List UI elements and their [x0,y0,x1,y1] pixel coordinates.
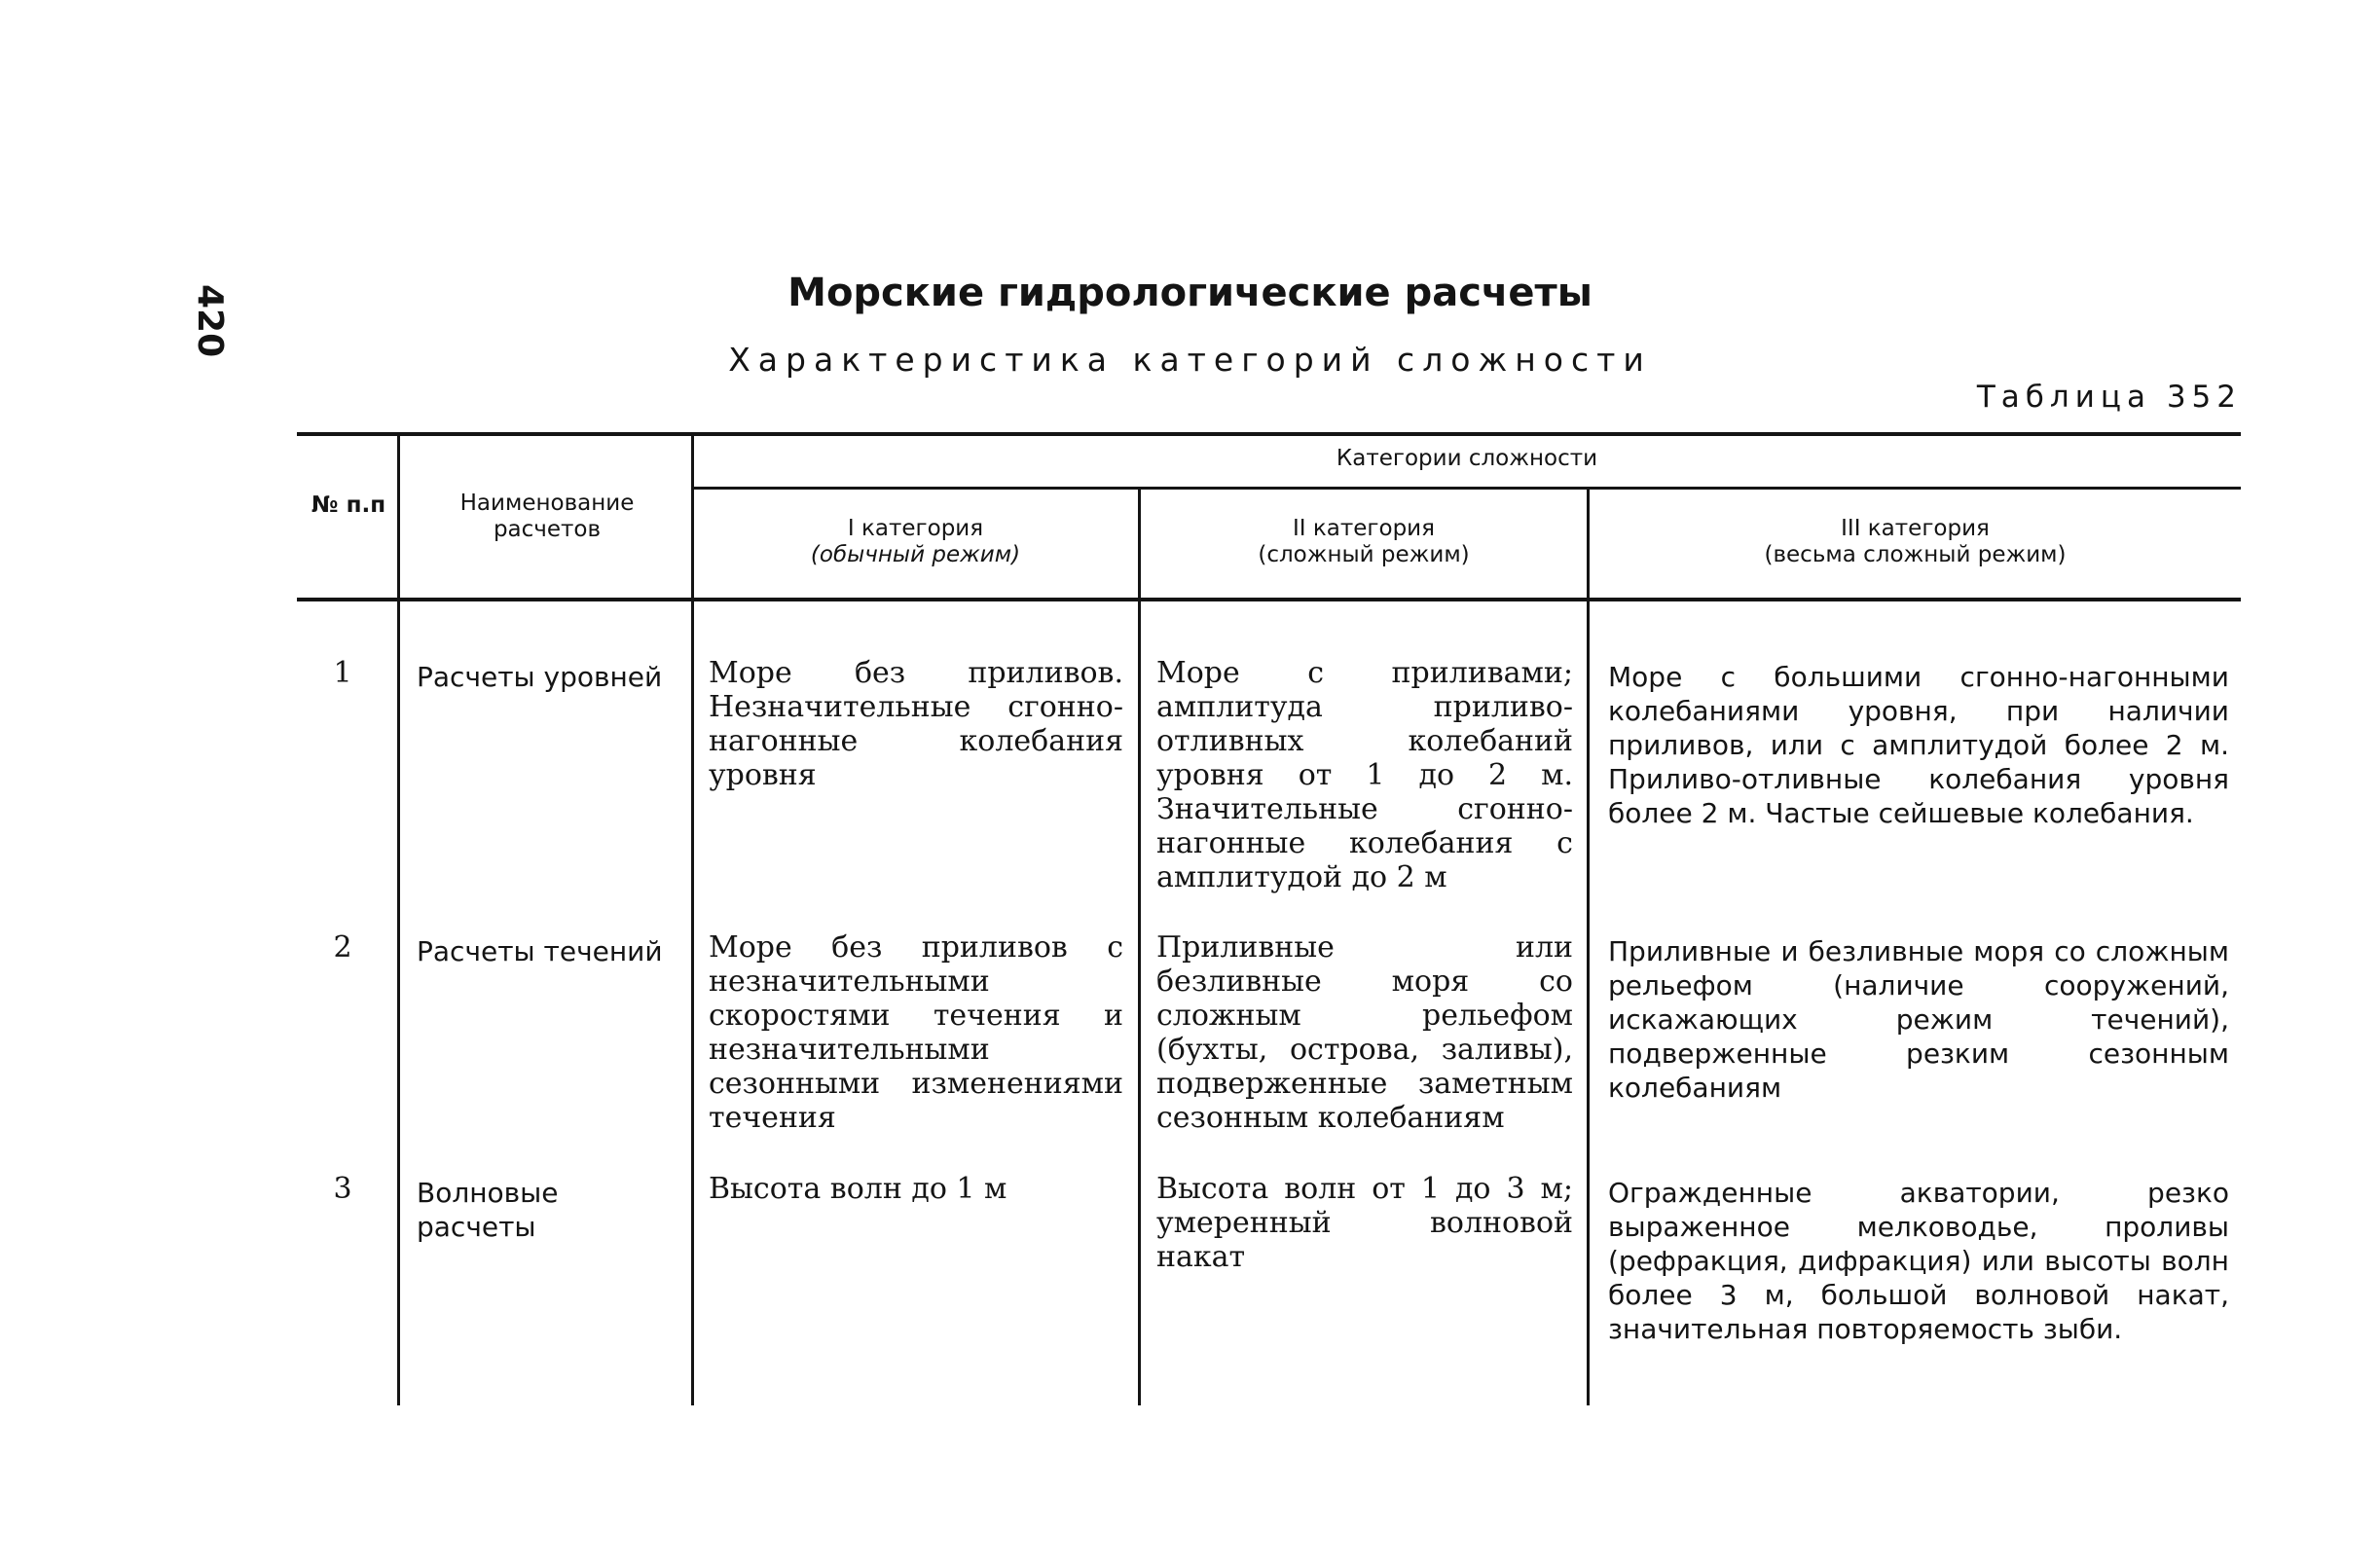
header-cat3-mode: (весьма сложный режим) [1764,542,2067,567]
header-cat1 [693,516,1138,568]
page-title: Морские гидрологические расчеты [787,271,1593,315]
row-3-no: 3 [333,1172,352,1206]
header-cat2-name: II категория [1293,516,1435,541]
header-group: Категории сложности [1336,446,1598,471]
table-top-rule [297,432,2241,436]
col-divider-2 [691,436,694,1405]
header-col-name: Наименование расчетов [459,491,635,542]
row-2-name: Расчеты течений [417,935,663,967]
row-2-cat3: Приливные и безливные моря со сложным рельефом (наличие сооружений, искажающих режим течений), подверженные резким сезонным колебаниям [1608,935,2229,1104]
table-label: Таблица 352 [1976,380,2242,415]
row-1-name: Расчеты уровней [417,661,663,693]
header-cat3-name: III категория [1841,516,1990,541]
header-cat2 [1141,516,1587,568]
header-cat1-mode: (обычный режим) [810,542,1021,567]
row-3-cat1: Высота волн до 1 м [709,1172,1007,1206]
page-number: 420 [190,284,230,358]
row-3-cat3: Огражденные акватории, резко выраженное мелководье, проливы (рефракция, дифракция) или высоты волн более 3 м, большой волновой накат, значительная повторяемость зыби. [1608,1177,2229,1345]
header-cat2-mode: (сложный режим) [1258,542,1470,567]
row-1-cat1: Море без приливов. Незначительные сгонно-нагонные колебания уровня [709,656,1123,792]
row-2-cat2: Приливные или безливные моря со сложным рельефом (бухты, острова, заливы), подверженные заметным сезонным колебаниям [1156,930,1573,1135]
row-1-no: 1 [333,656,352,690]
row-1-cat2: Море с приливами; амплитуда приливо-отливных колебаний уровня от 1 до 2 м. Значительные сгонно-нагонные колебания с амплитудой до 2 м [1156,656,1573,894]
col-divider-4 [1587,489,1590,1405]
row-1-cat3: Море с большими сгонно-нагонными колебаниями уровня, при наличии приливов, или с амплитудой более 2 м. Приливо-отливные колебания уровня более 2 м. Частые сейшевые колебания. [1608,661,2229,829]
group-header-rule [693,487,2241,490]
header-bottom-rule [297,598,2241,601]
header-cat1-name: I категория [847,516,984,541]
col-divider-1 [397,436,400,1405]
table-subtitle: Характеристика категорий сложности [728,341,1652,379]
row-3-name: Волновые расчеты [417,1177,559,1243]
col-divider-3 [1138,489,1141,1405]
header-col-no: № п.п [311,492,386,518]
row-2-cat1: Море без приливов с незначительными скоростями течения и незначительными сезонными изменениями течения [709,930,1123,1135]
row-2-no: 2 [333,930,352,965]
row-3-cat2: Высота волн от 1 до 3 м; умеренный волновой накат [1156,1172,1573,1274]
header-cat3 [1590,516,2241,568]
